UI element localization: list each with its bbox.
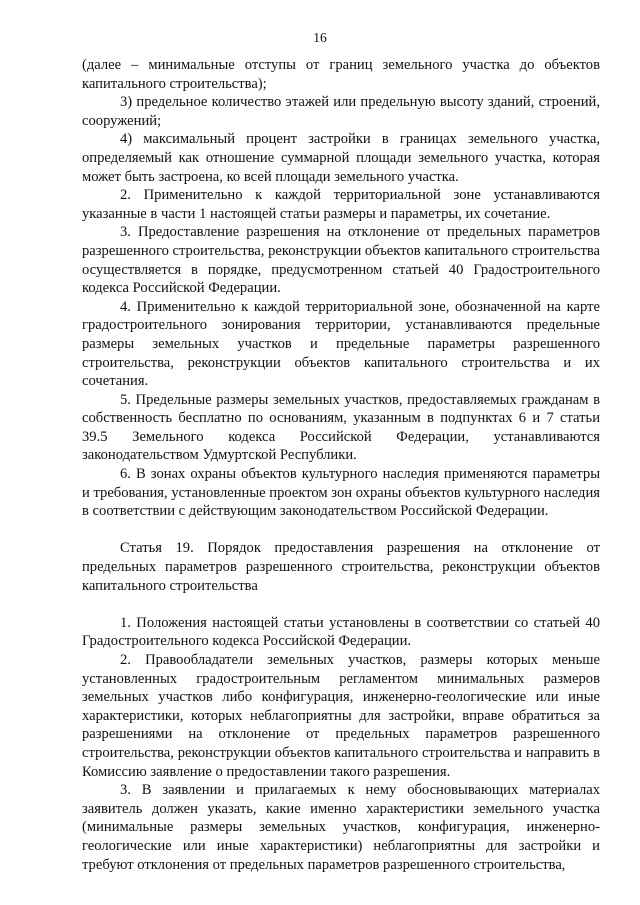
page-number: 16 (313, 30, 327, 45)
paragraph-point-2: 2. Применительно к каждой территориальной зоне устанавливаются указанные в части 1 настоящей статьи размеры и параметры, их сочетание. (82, 187, 600, 222)
paragraph-item-4: 4) максимальный процент застройки в границах земельного участка, определяемый как отношение суммарной площади земельного участка, которая может быть застроена, ко всей площади земельного участка. (82, 131, 600, 185)
paragraph-continuation: (далее – минимальные отступы от границ земельного участка до объектов капитального строительства); (82, 57, 600, 92)
paragraph-point-6: 6. В зонах охраны объектов культурного наследия применяются параметры и требования, установленные проектом зон охраны объектов культурного наследия в соответствии с действующим законодательством Российской Федерации. (82, 466, 600, 520)
paragraph-point-5: 5. Предельные размеры земельных участков, предоставляемых гражданам в собственность бесплатно по основаниям, указанным в подпунктах 6 и 7 статьи 39.5 Земельного кодекса Российской Федерации, устанавливаются законодательством Удмуртской Республики. (82, 391, 600, 464)
article-heading: Статья 19. Порядок предоставления разрешения на отклонение от предельных параметров разрешенного строительства, реконструкции объектов капитального строительства (82, 540, 600, 594)
article-paragraph-1: 1. Положения настоящей статьи установлены в соответствии со статьей 40 Градостроительного кодекса Российской Федерации. (82, 614, 600, 650)
article-paragraph-3: 3. В заявлении и прилагаемых к нему обосновывающих материалах заявитель должен указать, какие именно характеристики земельного участка (минимальные размеры земельных участков, конфигурация, инженерно-геологические или иные характеристики) неблагоприятны для застройки и требуют отклонения от предельных параметров разрешенного строительства, (82, 782, 600, 873)
paragraph-item-3: 3) предельное количество этажей или предельную высоту зданий, строений, сооружений; (82, 94, 600, 129)
paragraph-point-4: 4. Применительно к каждой территориальной зоне, обозначенной на карте градостроительного зонирования территории, устанавливаются предельные размеры земельных участков и предельные параметры разрешенного строительства, реконструкции объектов капитального строительства и их сочетания. (82, 298, 600, 390)
article-paragraph-2: 2. Правообладатели земельных участков, размеры которых меньше установленных градостроительным регламентом минимальных размеров земельных участков либо конфигурация, инженерно-геологические или иные характеристики, которых неблагоприятны для застройки, вправе обратиться за разрешениями на отклонение от предельных параметров разрешенного строительства, реконструкции объектов капитального строительства и направить в Комиссию заявление о предоставлении такого разрешения. (82, 652, 600, 780)
text-body (82, 56, 600, 874)
paragraph-point-3: 3. Предоставление разрешения на отклонение от предельных параметров разрешенного строительства, реконструкции объектов капитального строительства осуществляется в порядке, предусмотренном статьей 40 Градостроительного кодекса Российской Федерации. (82, 224, 601, 297)
